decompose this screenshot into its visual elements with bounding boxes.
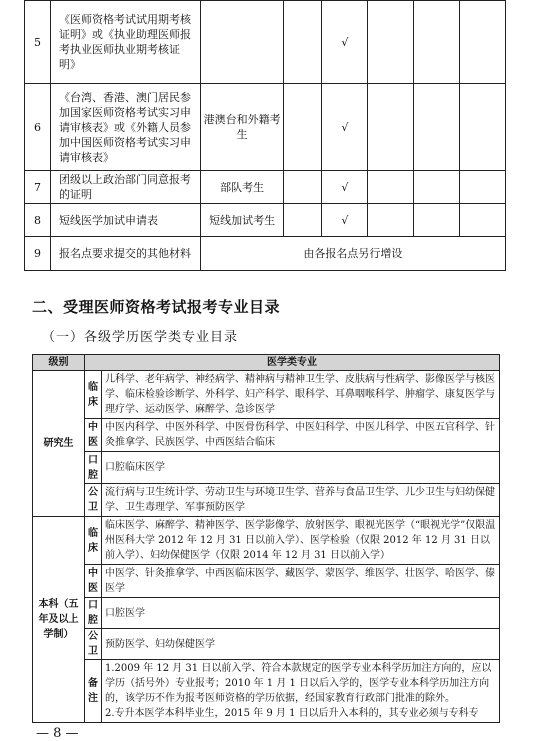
level-graduate: 研究生 <box>33 371 85 517</box>
remark-1: 1.2009 年 12 月 31 日以前入学、符合本款规定的医学专业本科学历加注方向的，应以学历（括号外）专业报考；2010 年 1 月 1 日以后入学的，医学专业本科学历加注方向的，该学历不作为报考医师资格的学历依据，经国家教育行政部门批准的除外。 <box>105 663 492 704</box>
category-label: 临床 <box>85 517 102 565</box>
table-row <box>25 204 506 237</box>
material-desc: 《医师资格考试试用期考核证明》或《执业助理医师报考执业医师执业期考核证明》 <box>50 1 200 84</box>
major-list: 口腔临床医学 <box>102 452 500 484</box>
check-cell <box>460 204 506 237</box>
row-number: 6 <box>25 84 51 171</box>
target-group <box>200 1 284 84</box>
category-label: 中医 <box>85 565 102 598</box>
header-level: 级别 <box>33 355 85 371</box>
subsection-title: （一）各级学历医学类专业目录 <box>42 330 239 345</box>
material-desc: 短线医学加试申请表 <box>50 204 200 237</box>
check-cell <box>460 84 506 171</box>
check-cell <box>284 1 322 84</box>
target-group: 港澳台和外籍考生 <box>200 84 284 171</box>
category-label: 公卫 <box>85 629 102 660</box>
table-row <box>33 484 500 517</box>
category-label: 中医 <box>85 419 102 452</box>
check-cell <box>460 1 506 84</box>
remark-2: 2.专升本医学本科毕业生，2015 年 9 月 1 日以后升入本科的，其专业必须与专科专 <box>105 708 479 719</box>
material-desc: 《台湾、香港、澳门居民参加国家医师资格考试实习申请审核表》或《外籍人员参加中国医师资格考试实习申请审核表》 <box>50 84 200 171</box>
check-cell <box>368 1 414 84</box>
check-cell <box>460 171 506 204</box>
row-number: 8 <box>25 204 51 237</box>
check-cell: √ <box>322 84 368 171</box>
table-row <box>33 517 500 565</box>
category-label: 临床 <box>85 371 102 419</box>
materials-table <box>24 0 506 271</box>
major-list: 临床医学、麻醉学、精神医学、医学影像学、放射医学、眼视光医学（“眼视光学”仅限温州医科大学 2012 年 12 月 31 日以前入学）、医学检验（仅限 2012 年 12 月 31 日以前入学）、妇幼保健医学（仅限 2014 年 12 月 31 日以前入学） <box>102 517 500 565</box>
target-group: 短线加试考生 <box>200 204 284 237</box>
table-row <box>33 419 500 452</box>
section-title: 二、受理医师资格考试报考专业目录 <box>32 298 281 316</box>
page-number: — 8 — <box>36 726 79 741</box>
row-number: 7 <box>25 171 51 204</box>
category-label: 口腔 <box>85 452 102 484</box>
table-row <box>33 598 500 629</box>
check-cell <box>414 1 460 84</box>
check-cell <box>284 204 322 237</box>
category-label: 口腔 <box>85 598 102 629</box>
table-row <box>33 565 500 598</box>
table-row <box>25 237 506 271</box>
major-list: 中医学、针灸推拿学、中西医临床医学、藏医学、蒙医学、维医学、壮医学、哈医学、傣医学 <box>102 565 500 598</box>
majors-table <box>32 354 500 723</box>
row-number: 9 <box>25 237 51 271</box>
table-row <box>33 629 500 660</box>
check-cell: √ <box>322 171 368 204</box>
major-list: 儿科学、老年病学、神经病学、精神病与精神卫生学、皮肤病与性病学、影像医学与核医学、临床检验诊断学、外科学、妇产科学、眼科学、耳鼻咽喉科学、肿瘤学、康复医学与理疗学、运动医学、麻醉学、急诊医学 <box>102 371 500 419</box>
remarks-cell <box>102 660 500 723</box>
table-row <box>33 660 500 723</box>
check-cell <box>414 171 460 204</box>
level-undergrad: 本科（五年及以上学制） <box>33 517 85 723</box>
target-group: 部队考生 <box>200 171 284 204</box>
major-list: 口腔医学 <box>102 598 500 629</box>
check-cell <box>284 171 322 204</box>
table-header <box>33 355 500 371</box>
major-list: 中医内科学、中医外科学、中医骨伤科学、中医妇科学、中医儿科学、中医五官科学、针灸推拿学、民族医学、中西医结合临床 <box>102 419 500 452</box>
major-list: 流行病与卫生统计学、劳动卫生与环境卫生学、营养与食品卫生学、儿少卫生与妇幼保健学、卫生毒理学、军事预防医学 <box>102 484 500 517</box>
row-number: 5 <box>25 1 51 84</box>
table-row <box>25 171 506 204</box>
check-cell <box>368 84 414 171</box>
check-cell: √ <box>322 1 368 84</box>
major-list: 预防医学、妇幼保健医学 <box>102 629 500 660</box>
check-cell <box>414 84 460 171</box>
header-major: 医学类专业 <box>85 355 500 371</box>
table-row <box>33 452 500 484</box>
check-cell: √ <box>322 204 368 237</box>
table-row <box>33 371 500 419</box>
check-cell <box>414 204 460 237</box>
row-note: 由各报名点另行增设 <box>200 237 505 271</box>
table-row <box>25 1 506 84</box>
check-cell <box>368 204 414 237</box>
material-desc: 报名点要求提交的其他材料 <box>50 237 200 271</box>
table-row <box>25 84 506 171</box>
check-cell <box>368 171 414 204</box>
category-label: 备注 <box>85 660 102 723</box>
material-desc: 团级以上政治部门同意报考的证明 <box>50 171 200 204</box>
check-cell <box>284 84 322 171</box>
category-label: 公卫 <box>85 484 102 517</box>
